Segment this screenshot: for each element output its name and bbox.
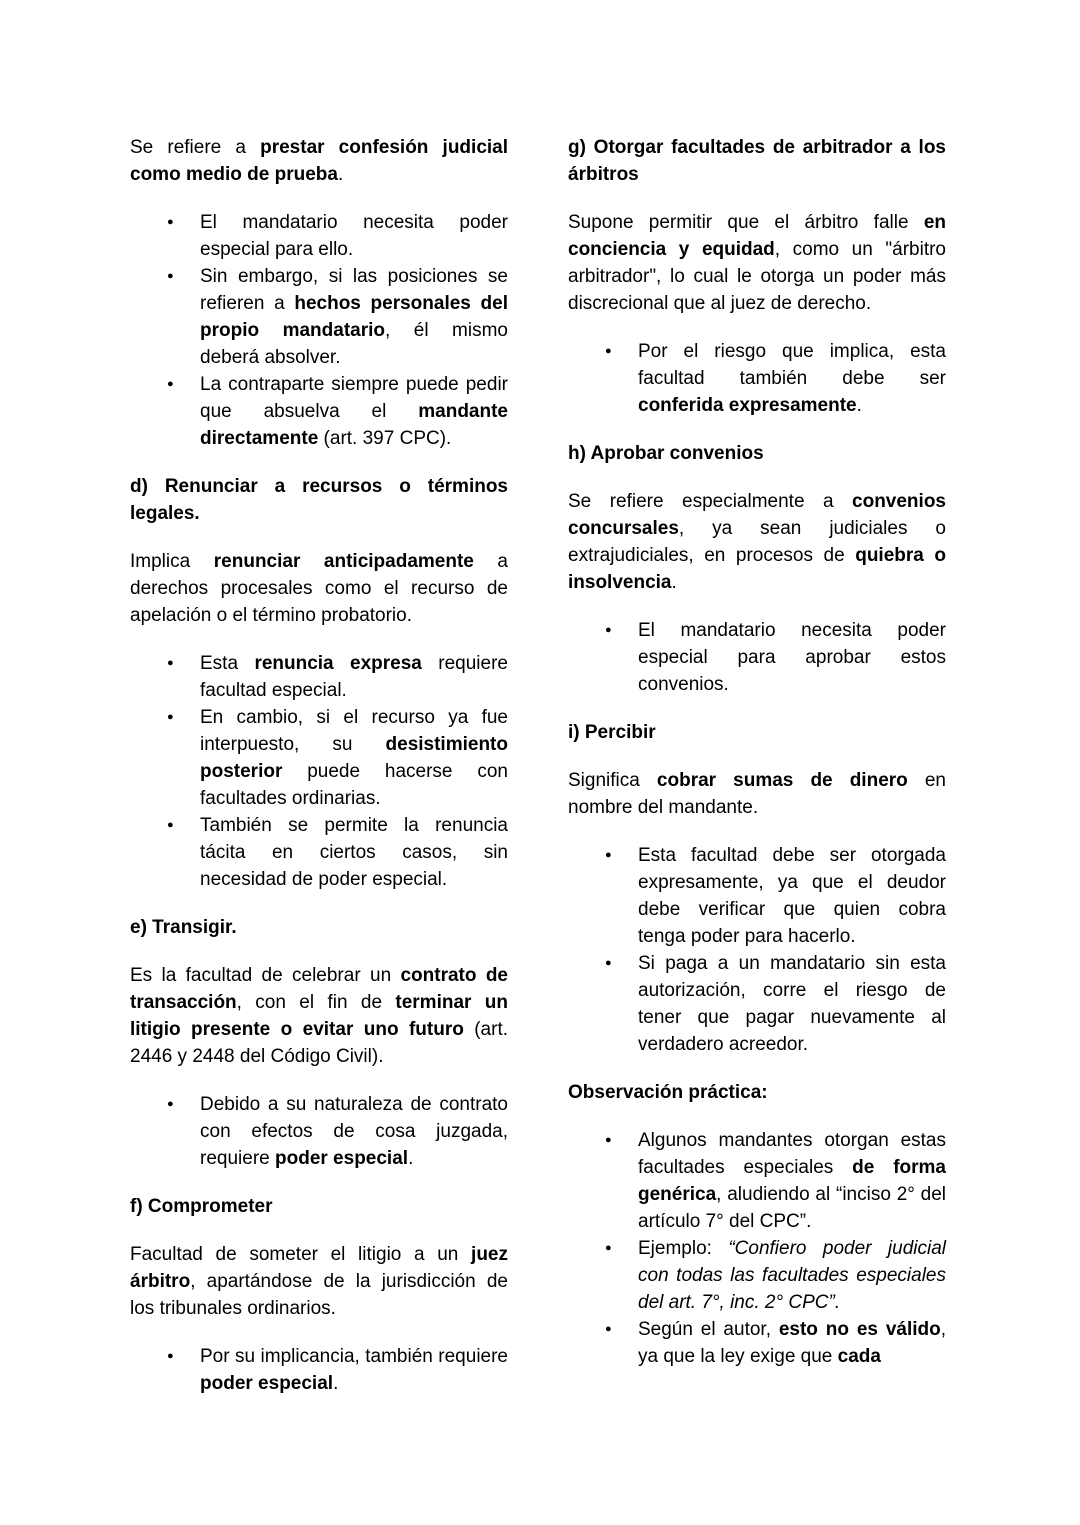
bullet-item [568, 617, 946, 698]
text-run: en nombre del mandante. [568, 770, 946, 818]
text-run: conferida expresamente [638, 395, 857, 416]
bullet-text [638, 842, 946, 950]
text-run: f) Comprometer [130, 1196, 273, 1217]
bullet-text [638, 1235, 946, 1316]
text-run: . [856, 395, 862, 416]
text-run: Esta facultad debe ser otorgada expresamente, ya que el deudor debe verificar que quien cobra tenga poder para hacerlo. [638, 845, 946, 947]
section-heading [130, 914, 508, 941]
text-run: prestar confesión judicial como medio de prueba [130, 137, 509, 185]
text-run: g) Otorgar facultades de arbitrador a los árbitros [568, 137, 946, 185]
paragraph [568, 209, 946, 317]
text-run: Observación práctica: [568, 1082, 768, 1103]
text-run: El mandatario necesita poder especial para ello. [200, 212, 508, 260]
bullet-item [130, 263, 508, 371]
text-run: convenios concursales [568, 491, 946, 539]
text-run: desistimiento posterior [200, 734, 508, 782]
text-run: Esta [200, 653, 255, 674]
text-run: requiere facultad especial. [200, 653, 508, 701]
left-column [130, 134, 508, 1418]
text-run: . [333, 1373, 339, 1394]
text-run: , aludiendo al “inciso 2° del artículo 7° del CPC”. [638, 1184, 946, 1232]
bullet-list [130, 650, 508, 893]
text-run: La contraparte siempre puede pedir que absuelva el [200, 374, 508, 422]
text-run: juez árbitro [130, 1244, 508, 1292]
bullet-list [568, 338, 946, 419]
text-run: Según el autor, [638, 1319, 779, 1340]
bullet-list [568, 1127, 946, 1370]
text-run: Por su implicancia, también requiere [200, 1346, 508, 1367]
paragraph [568, 488, 946, 596]
bullet-icon: ● [605, 957, 612, 969]
bullet-list [130, 1091, 508, 1172]
text-run: Ejemplo: [638, 1238, 729, 1259]
text-run: El mandatario necesita poder especial para aprobar estos convenios. [638, 620, 946, 695]
bullet-text [200, 1091, 508, 1172]
bullet-list [130, 1343, 508, 1397]
bullet-item [130, 1343, 508, 1397]
bullet-text [200, 209, 508, 263]
bullet-icon: ● [605, 1323, 612, 1335]
bullet-item [568, 1235, 946, 1316]
bullet-item [130, 650, 508, 704]
text-run: renunciar anticipadamente [213, 551, 474, 572]
bullet-icon: ● [605, 1242, 612, 1254]
text-run: , ya que la ley exige que [638, 1319, 947, 1367]
text-run: Sin embargo, si las posiciones se refieren a [200, 266, 508, 314]
bullet-text [200, 263, 508, 371]
text-run: , como un "árbitro arbitrador", lo cual le otorga un poder más discrecional que al juez de derecho. [568, 239, 947, 314]
paragraph [130, 1241, 508, 1322]
bullet-item [130, 812, 508, 893]
text-run: Se refiere especialmente a [568, 491, 853, 512]
paragraph [130, 548, 508, 629]
text-run: a derechos procesales como el recurso de apelación o el término probatorio. [130, 551, 508, 626]
bullet-icon: ● [167, 1350, 174, 1362]
text-run: También se permite la renuncia tácita en ciertos casos, sin necesidad de poder especial. [200, 815, 508, 890]
right-column [568, 134, 946, 1391]
bullet-icon: ● [167, 1098, 174, 1110]
text-run: Supone permitir que el árbitro falle [568, 212, 924, 233]
text-run: . [671, 572, 677, 593]
bullet-item [130, 1091, 508, 1172]
text-run: Significa [568, 770, 657, 791]
text-run: e) Transigir. [130, 917, 237, 938]
section-heading [568, 440, 946, 467]
section-heading [568, 719, 946, 746]
bullet-icon: ● [167, 711, 174, 723]
text-run: , apartándose de la jurisdicción de los tribunales ordinarios. [130, 1271, 508, 1319]
bullet-text [200, 704, 508, 812]
text-run: Implica [130, 551, 214, 572]
text-run: cobrar sumas de dinero [656, 770, 908, 791]
bullet-icon: ● [167, 378, 174, 390]
text-run: . [337, 164, 344, 185]
text-run: Por el riesgo que implica, esta facultad también debe ser [638, 341, 946, 389]
paragraph [130, 134, 508, 188]
text-run: “Confiero poder judicial con todas las facultades especiales del art. 7°, inc. 2° CPC”. [638, 1238, 946, 1313]
bullet-text [200, 1343, 508, 1397]
text-run: i) Percibir [568, 722, 656, 743]
bullet-text [638, 617, 946, 698]
bullet-text [638, 1127, 946, 1235]
bullet-item [568, 1316, 946, 1370]
text-run: puede hacerse con facultades ordinarias. [200, 761, 508, 809]
text-run: renuncia expresa [254, 653, 422, 674]
text-run: Si paga a un mandatario sin esta autorización, corre el riesgo de tener que pagar nuevamente al verdadero acreedor. [638, 953, 946, 1055]
bullet-list [568, 617, 946, 698]
text-run: poder especial [200, 1373, 334, 1394]
text-run: h) Aprobar convenios [568, 443, 764, 464]
bullet-item [568, 1127, 946, 1235]
bullet-item [130, 371, 508, 452]
text-run: (art. 2446 y 2448 del Código Civil). [130, 1019, 509, 1067]
bullet-icon: ● [605, 345, 612, 357]
text-run: Debido a su naturaleza de contrato con efectos de cosa juzgada, requiere [200, 1094, 508, 1169]
text-run: , ya sean judiciales o extrajudiciales, en procesos de [568, 518, 946, 566]
text-run: Es la facultad de celebrar un [130, 965, 401, 986]
paragraph [130, 962, 508, 1070]
bullet-icon: ● [167, 657, 174, 669]
text-run: d) Renunciar a recursos o términos legales. [130, 476, 508, 524]
text-run: contrato de transacción [130, 965, 509, 1013]
text-run: hechos personales del propio mandatario [200, 293, 508, 341]
bullet-item [568, 950, 946, 1058]
bullet-text [200, 812, 508, 893]
bullet-text [638, 338, 946, 419]
bullet-text [638, 1316, 946, 1370]
bullet-list [568, 842, 946, 1058]
text-run: , con el fin de [236, 992, 396, 1013]
bullet-list [130, 209, 508, 452]
text-run: (art. 397 CPC). [318, 428, 452, 449]
text-run: Facultad de someter el litigio a un [130, 1244, 472, 1265]
text-run: en conciencia y equidad [568, 212, 946, 260]
section-heading [568, 1079, 946, 1106]
text-run: quiebra o insolvencia [568, 545, 946, 593]
section-heading [568, 134, 946, 188]
bullet-icon: ● [167, 819, 174, 831]
bullet-icon: ● [167, 270, 174, 282]
text-run: mandante directamente [200, 401, 508, 449]
paragraph [568, 767, 946, 821]
bullet-item [568, 338, 946, 419]
bullet-text [638, 950, 946, 1058]
bullet-icon: ● [605, 624, 612, 636]
text-run: En cambio, si el recurso ya fue interpuesto, su [200, 707, 508, 755]
section-heading [130, 1193, 508, 1220]
bullet-text [200, 371, 508, 452]
bullet-text [200, 650, 508, 704]
text-run: poder especial [275, 1148, 409, 1169]
bullet-icon: ● [167, 216, 174, 228]
text-run: terminar un litigio presente o evitar uno futuro [130, 992, 508, 1040]
text-run: . [408, 1148, 414, 1169]
text-run: , él mismo deberá absolver. [200, 320, 508, 368]
text-run: Se refiere a [130, 137, 261, 158]
text-run: esto no es válido [778, 1319, 941, 1340]
section-heading [130, 473, 508, 527]
bullet-item [130, 704, 508, 812]
text-run: cada [837, 1346, 881, 1367]
bullet-item [130, 209, 508, 263]
bullet-icon: ● [605, 849, 612, 861]
bullet-icon: ● [605, 1134, 612, 1146]
bullet-item [568, 842, 946, 950]
text-run: Algunos mandantes otorgan estas facultades especiales [638, 1130, 946, 1178]
text-run: de forma genérica [638, 1157, 946, 1205]
